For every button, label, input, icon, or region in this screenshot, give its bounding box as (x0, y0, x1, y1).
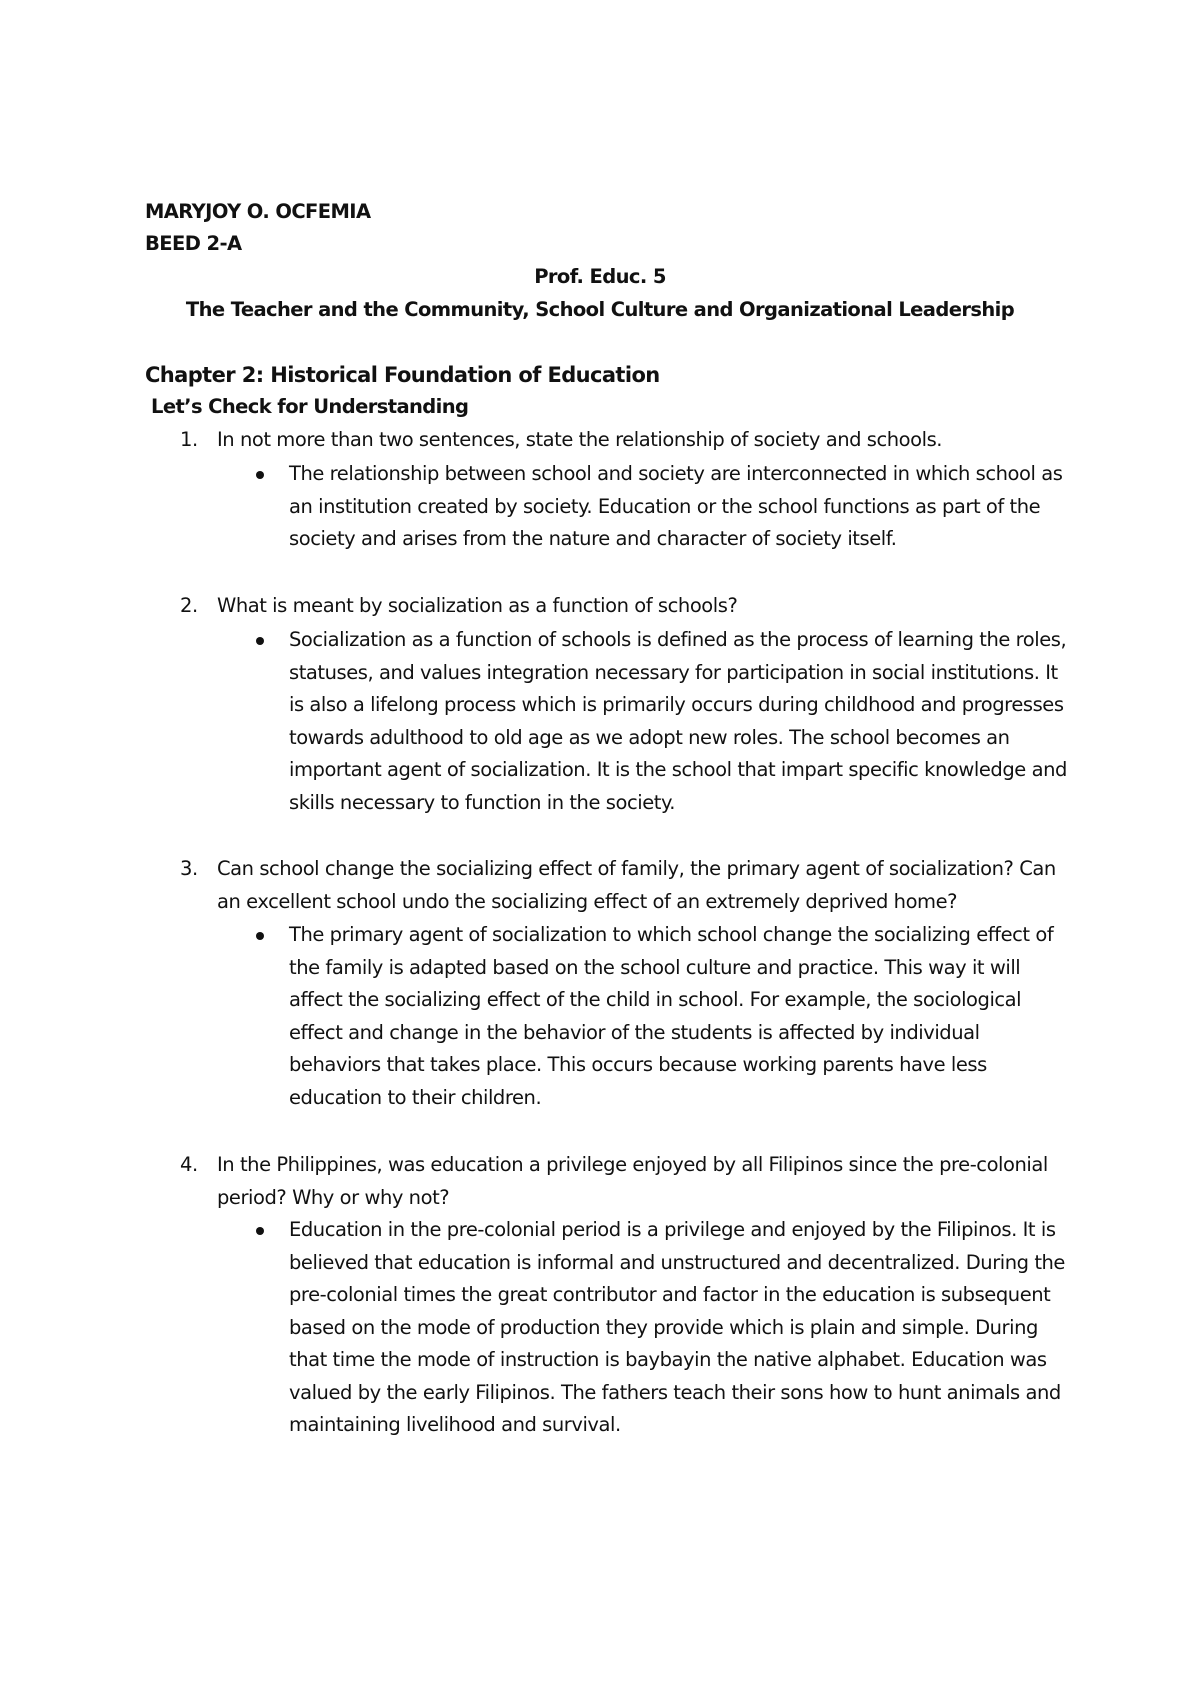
question-text: In the Philippines, was education a privilege enjoyed by all Filipinos since the pre-colonial period? Why or why not? (217, 1153, 1048, 1209)
bullet-icon (256, 1227, 264, 1235)
question-number: 2. (180, 594, 198, 617)
answer-text: Socialization as a function of schools is defined as the process of learning the roles, statuses, and values integration necessary for participation in social institutions. It is also a lifelong process which is primarily occurs during childhood and progresses towards adulthood to old age as we adopt new roles. The school becomes an important agent of socialization. It is the school that impart specific knowledge and skills necessary to function in the society. (289, 628, 1067, 814)
question-number: 1. (180, 428, 198, 451)
course-title: The Teacher and the Community, School Culture and Organizational Leadership (185, 298, 1015, 321)
answer-text: The relationship between school and society are interconnected in which school as an institution created by society. Education or the school functions as part of the society and arises from the nature and character of society itself. (289, 462, 1063, 550)
question-number: 4. (180, 1153, 198, 1176)
question-text: Can school change the socializing effect of family, the primary agent of socialization? Can an excellent school undo the socializing effect of an extremely deprived home? (217, 857, 1056, 913)
student-section: BEED 2-A (145, 232, 242, 255)
chapter-title: Chapter 2: Historical Foundation of Education (145, 363, 660, 387)
question-text: In not more than two sentences, state the relationship of society and schools. (217, 428, 943, 451)
answer-text: The primary agent of socialization to which school change the socializing effect of the family is adapted based on the school culture and practice. This way it will affect the socializing effect of the child in school. For example, the sociological effect and change in the behavior of the students is affected by individual behaviors that takes place. This occurs because working parents have less education to their children. (289, 923, 1054, 1109)
question-text: What is meant by socialization as a function of schools? (217, 594, 738, 617)
student-name: MARYJOY O. OCFEMIA (145, 200, 371, 223)
bullet-icon (256, 932, 264, 940)
answer-text: Education in the pre-colonial period is a privilege and enjoyed by the Filipinos. It is believed that education is informal and unstructured and decentralized. During the pre-colonial times the great contributor and factor in the education is subsequent based on the mode of production they provide which is plain and simple. During that time the mode of instruction is baybayin the native alphabet. Education was valued by the early Filipinos. The fathers teach their sons how to hunt animals and maintaining livelihood and survival. (289, 1218, 1065, 1436)
course-code: Prof. Educ. 5 (534, 265, 666, 288)
question-number: 3. (180, 857, 198, 880)
bullet-icon (256, 471, 264, 479)
section-subtitle: Let’s Check for Understanding (151, 395, 469, 418)
bullet-icon (256, 637, 264, 645)
